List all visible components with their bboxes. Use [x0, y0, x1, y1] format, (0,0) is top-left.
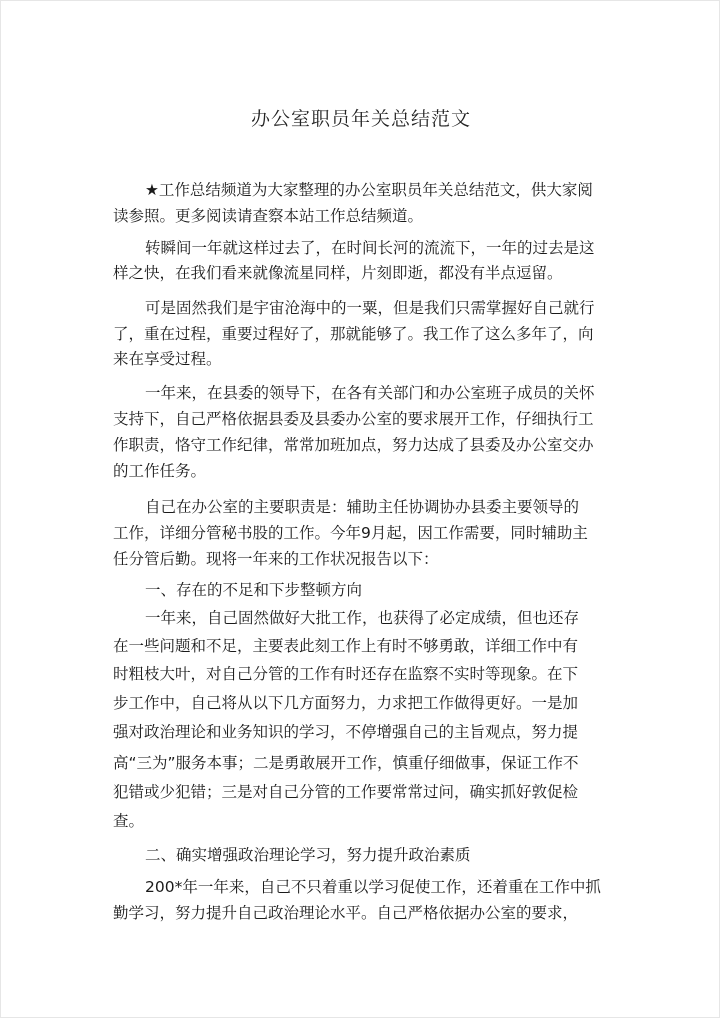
text-line: 读参照。更多阅读请查察本站工作总结频道。 — [113, 207, 424, 225]
text-line: 自己在办公室的主要职责是：辅助主任协调协办县委主要领导的 — [145, 498, 580, 516]
text-line: 的工作任务。 — [113, 462, 207, 480]
text-line: 样之快，在我们看来就像流星同样，片刻即逝，都没有半点逗留。 — [113, 264, 563, 282]
text-line: ★工作总结频道为大家整理的办公室职员年关总结范文，供大家阅 — [145, 181, 593, 199]
text-line: 在一些问题和不足，主要表此刻工作上有时不够勇敢，详细工作中有 — [113, 637, 579, 655]
text-line: 查。 — [113, 812, 145, 830]
text-line: 一年来，在县委的领导下，在各有关部门和办公室班子成员的关怀 — [145, 384, 595, 402]
text-line: 了，重在过程，重要过程好了，那就能够了。我工作了这么多年了，向 — [113, 325, 594, 343]
text-line: 时粗枝大叶，对自己分管的工作有时还存在监察不实时等现象。在下 — [113, 665, 579, 683]
text-line: 犯错或少犯错；三是对自己分管的工作要常常过问，确实抓好敦促检 — [113, 783, 579, 801]
text-line: 二、确实增强政治理论学习，努力提升政治素质 — [145, 846, 471, 864]
text-line: 任分管后勤。现将一年来的工作状况报告以下： — [113, 550, 439, 568]
text-line: 一、存在的不足和下步整顿方向 — [145, 581, 363, 599]
text-line: 作职责，恪守工作纪律，常常加班加点，努力达成了县委及办公室交办 — [113, 436, 594, 454]
text-line: 勤学习，努力提升自己政治理论水平。自己严格依据办公室的要求， — [113, 904, 579, 922]
text-line: 转瞬间一年就这样过去了，在时间长河的流流下，一年的过去是这 — [145, 239, 595, 257]
text-line: 一年来，自己固然做好大批工作，也获得了必定成绩，但也还存 — [145, 609, 580, 627]
text-line: 工作，详细分管秘书股的工作。今年9月起，因工作需要，同时辅助主 — [113, 524, 588, 542]
text-line: 200*年一年来，自己不只着重以学习促使工作，还着重在工作中抓 — [145, 878, 601, 896]
text-line: 可是固然我们是宇宙沧海中的一粟，但是我们只需掌握好自己就行 — [145, 299, 595, 317]
document-title: 办公室职员年关总结范文 — [250, 108, 471, 130]
text-line: 来在享受过程。 — [113, 350, 222, 368]
text-line: 支持下，自己严格依据县委及县委办公室的要求展开工作，仔细执行工 — [113, 410, 594, 428]
text-line: 步工作中，自己将从以下几方面努力，力求把工作做得更好。一是加 — [113, 694, 579, 712]
text-line: 强对政治理论和业务知识的学习，不停增强自己的主旨观点，努力提 — [113, 723, 579, 741]
text-line: 高“三为”服务本事；二是勇敢展开工作，慎重仔细做事，保证工作不 — [113, 754, 579, 772]
